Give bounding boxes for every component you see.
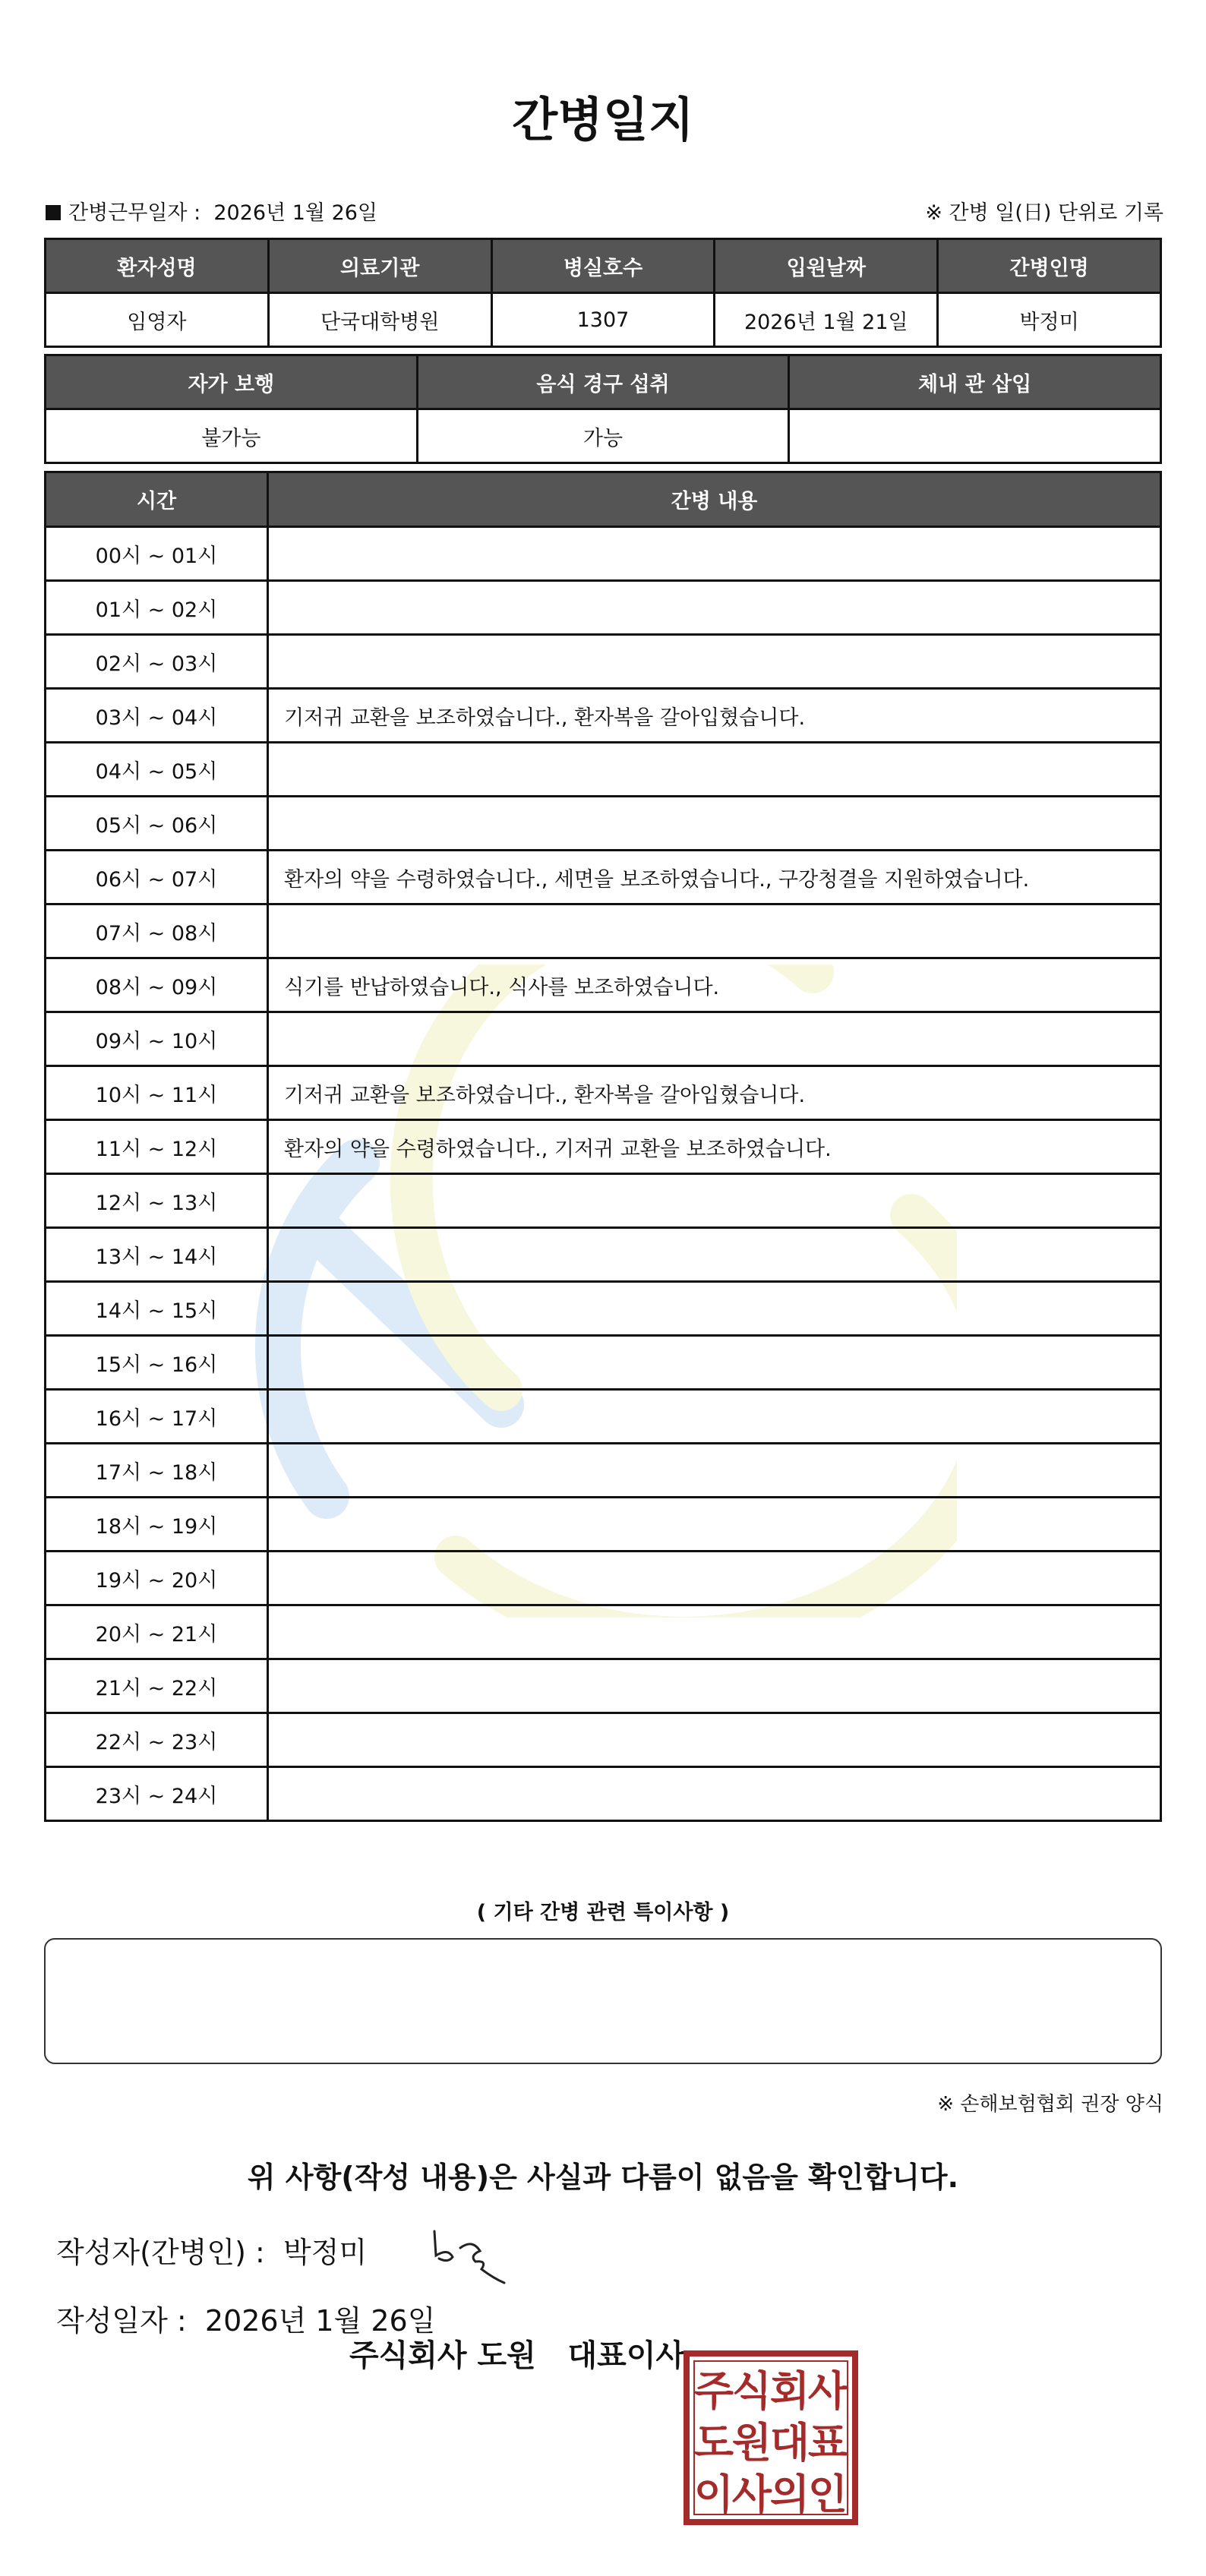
content-cell: 환자의 약을 수령하였습니다., 세면을 보조하였습니다., 구강청결을 지원하였습니다. bbox=[268, 851, 1161, 904]
page-title: 간병일지 bbox=[512, 92, 694, 147]
content-cell bbox=[268, 635, 1161, 689]
caregiver-name: 박정미 bbox=[938, 293, 1161, 347]
content-cell bbox=[268, 904, 1161, 958]
time-cell: 20시 ~ 21시 bbox=[46, 1605, 268, 1659]
content-cell bbox=[268, 581, 1161, 635]
oral-intake-status: 가능 bbox=[417, 409, 789, 463]
table-row bbox=[46, 1012, 1161, 1066]
table-row bbox=[46, 1336, 1161, 1390]
seal-char: 사 bbox=[731, 2470, 772, 2518]
content-cell bbox=[268, 797, 1161, 851]
writer-label: 작성자(간병인) : bbox=[56, 2236, 265, 2269]
content-cell bbox=[268, 1282, 1161, 1336]
time-cell: 01시 ~ 02시 bbox=[46, 581, 268, 635]
content-cell: 식기를 반납하였습니다., 식사를 보조하였습니다. bbox=[268, 958, 1161, 1012]
time-cell: 17시 ~ 18시 bbox=[46, 1444, 268, 1498]
square-bullet-icon bbox=[46, 205, 61, 220]
table-row bbox=[46, 958, 1161, 1012]
time-cell: 07시 ~ 08시 bbox=[46, 904, 268, 958]
content-cell bbox=[268, 1390, 1161, 1444]
work-date-line bbox=[46, 196, 377, 226]
table-row bbox=[46, 1174, 1161, 1228]
content-cell: 환자의 약을 수령하였습니다., 기저귀 교환을 보조하였습니다. bbox=[268, 1120, 1161, 1174]
content-cell bbox=[268, 1444, 1161, 1498]
header-time: 시간 bbox=[46, 472, 268, 527]
seal-char: 도 bbox=[693, 2419, 734, 2467]
content-cell bbox=[268, 527, 1161, 581]
time-cell: 21시 ~ 22시 bbox=[46, 1659, 268, 1713]
content-cell bbox=[268, 1228, 1161, 1282]
time-cell: 15시 ~ 16시 bbox=[46, 1336, 268, 1390]
company-seal-icon bbox=[684, 2350, 858, 2525]
written-date-value: 2026년 1월 26일 bbox=[204, 2304, 436, 2338]
table-row bbox=[46, 635, 1161, 689]
time-cell: 10시 ~ 11시 bbox=[46, 1066, 268, 1120]
table-row bbox=[46, 743, 1161, 797]
time-cell: 03시 ~ 04시 bbox=[46, 689, 268, 743]
content-cell bbox=[268, 1336, 1161, 1390]
time-cell: 18시 ~ 19시 bbox=[46, 1498, 268, 1552]
seal-char: 사 bbox=[807, 2367, 848, 2415]
header-walking: 자가 보행 bbox=[46, 355, 418, 409]
time-cell: 22시 ~ 23시 bbox=[46, 1713, 268, 1767]
header-care-content: 간병 내용 bbox=[268, 472, 1161, 527]
patient-status-table bbox=[44, 354, 1162, 464]
time-cell: 04시 ~ 05시 bbox=[46, 743, 268, 797]
content-cell bbox=[268, 1605, 1161, 1659]
written-date-label: 작성일자 : bbox=[56, 2304, 187, 2338]
table-row bbox=[46, 1444, 1161, 1498]
walking-status: 불가능 bbox=[46, 409, 418, 463]
recommend-note: ※ 손해보험협회 권장 양식 bbox=[937, 2093, 1163, 2116]
seal-char: 의 bbox=[769, 2470, 810, 2518]
table-row bbox=[46, 797, 1161, 851]
care-log-table bbox=[44, 471, 1162, 1822]
table-row bbox=[46, 1282, 1161, 1336]
header-patient-name: 환자성명 bbox=[46, 239, 269, 293]
writer-line bbox=[56, 2229, 367, 2271]
seal-char: 대 bbox=[769, 2419, 810, 2467]
time-cell: 00시 ~ 01시 bbox=[46, 527, 268, 581]
time-cell: 02시 ~ 03시 bbox=[46, 635, 268, 689]
patient-info-table bbox=[44, 238, 1162, 348]
signature-icon bbox=[425, 2225, 516, 2286]
content-cell: 기저귀 교환을 보조하였습니다., 환자복을 갈아입혔습니다. bbox=[268, 1066, 1161, 1120]
header-room: 병실호수 bbox=[491, 239, 715, 293]
seal-char: 인 bbox=[807, 2470, 848, 2518]
table-row bbox=[46, 1659, 1161, 1713]
work-date-label: 간병근무일자 : bbox=[68, 201, 201, 225]
time-cell: 14시 ~ 15시 bbox=[46, 1282, 268, 1336]
table-row bbox=[46, 689, 1161, 743]
table-row bbox=[46, 1605, 1161, 1659]
seal-char: 식 bbox=[731, 2367, 772, 2415]
content-cell bbox=[268, 1767, 1161, 1821]
notes-title: ( 기타 간병 관련 특이사항 ) bbox=[476, 1901, 730, 1924]
table-row bbox=[46, 1713, 1161, 1767]
time-cell: 13시 ~ 14시 bbox=[46, 1228, 268, 1282]
hospital-name: 단국대학병원 bbox=[268, 293, 491, 347]
header-admission-date: 입원날짜 bbox=[715, 239, 938, 293]
table-row bbox=[46, 904, 1161, 958]
seal-char: 표 bbox=[807, 2419, 848, 2467]
time-cell: 11시 ~ 12시 bbox=[46, 1120, 268, 1174]
seal-char: 원 bbox=[731, 2419, 772, 2467]
table-row bbox=[46, 1228, 1161, 1282]
company-name: 주식회사 도원 bbox=[349, 2338, 536, 2373]
header-hospital: 의료기관 bbox=[268, 239, 491, 293]
time-cell: 23시 ~ 24시 bbox=[46, 1767, 268, 1821]
company-line bbox=[349, 2331, 685, 2375]
table-row bbox=[46, 851, 1161, 904]
table-row bbox=[46, 527, 1161, 581]
writer-name: 박정미 bbox=[283, 2236, 368, 2269]
table-row bbox=[46, 581, 1161, 635]
content-cell bbox=[268, 743, 1161, 797]
tube-status bbox=[789, 409, 1161, 463]
table-row bbox=[46, 1066, 1161, 1120]
work-date-value: 2026년 1월 26일 bbox=[213, 201, 378, 225]
time-cell: 06시 ~ 07시 bbox=[46, 851, 268, 904]
seal-char: 주 bbox=[693, 2367, 734, 2415]
admission-date: 2026년 1월 21일 bbox=[715, 293, 938, 347]
seal-char: 회 bbox=[769, 2367, 810, 2415]
time-cell: 16시 ~ 17시 bbox=[46, 1390, 268, 1444]
room-number: 1307 bbox=[491, 293, 715, 347]
patient-name: 임영자 bbox=[46, 293, 269, 347]
table-row bbox=[46, 1390, 1161, 1444]
time-cell: 08시 ~ 09시 bbox=[46, 958, 268, 1012]
table-row bbox=[46, 1120, 1161, 1174]
content-cell bbox=[268, 1498, 1161, 1552]
time-cell: 12시 ~ 13시 bbox=[46, 1174, 268, 1228]
content-cell bbox=[268, 1713, 1161, 1767]
table-row bbox=[46, 1767, 1161, 1821]
time-cell: 19시 ~ 20시 bbox=[46, 1552, 268, 1605]
notes-box bbox=[44, 1938, 1162, 2064]
content-cell bbox=[268, 1552, 1161, 1605]
record-note: ※ 간병 일(日) 단위로 기록 bbox=[925, 201, 1163, 225]
table-row bbox=[46, 1552, 1161, 1605]
content-cell bbox=[268, 1012, 1161, 1066]
confirm-statement: 위 사항(작성 내용)은 사실과 다름이 없음을 확인합니다. bbox=[247, 2161, 959, 2194]
content-cell: 기저귀 교환을 보조하였습니다., 환자복을 갈아입혔습니다. bbox=[268, 689, 1161, 743]
table-row bbox=[46, 1498, 1161, 1552]
content-cell bbox=[268, 1174, 1161, 1228]
representative-title: 대표이사 bbox=[567, 2338, 686, 2373]
header-tube: 체내 관 삽입 bbox=[789, 355, 1161, 409]
header-oral-intake: 음식 경구 섭취 bbox=[417, 355, 789, 409]
content-cell bbox=[268, 1659, 1161, 1713]
seal-char: 이 bbox=[693, 2470, 734, 2518]
time-cell: 09시 ~ 10시 bbox=[46, 1012, 268, 1066]
time-cell: 05시 ~ 06시 bbox=[46, 797, 268, 851]
header-caregiver: 간병인명 bbox=[938, 239, 1161, 293]
